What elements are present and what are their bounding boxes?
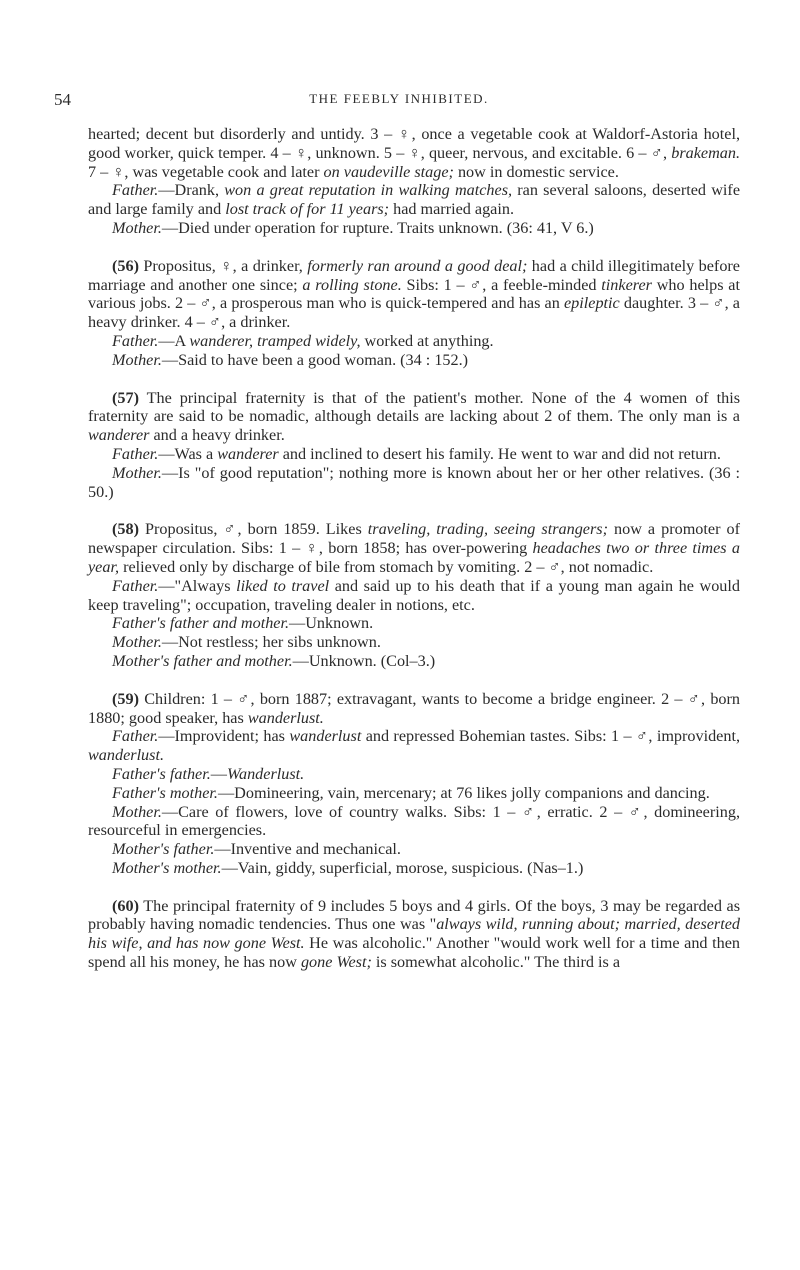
paragraph (88, 727, 740, 765)
text-run: —Drank, (158, 181, 225, 200)
paragraph (88, 125, 740, 181)
text-run: —Vain, giddy, superficial, morose, suspicious. (Nas–1.) (221, 858, 584, 877)
text-run: 7 – ♀, was vegetable cook and later (88, 162, 324, 181)
italic-text: gone West; (300, 953, 372, 972)
case-entry-paragraph (88, 690, 740, 728)
text-run: relieved only by discharge of bile from stomach by vomiting. 2 – ♂, not nomadic. (119, 557, 654, 576)
italic-text: Father. (112, 576, 159, 595)
paragraph (88, 652, 740, 671)
italic-text: wanderer (217, 444, 279, 463)
text-run: The principal fraternity is that of the patient's mother. None of the 4 women of this fraternity are said to be nomadic, although details are lacking about 2 of them. The only man is a (88, 388, 740, 426)
italic-text: wanderlust (289, 727, 362, 746)
paragraph (88, 765, 740, 784)
text-run: and repressed Bohemian tastes. Sibs: 1 – ♂, improvident, (361, 727, 740, 746)
case-number: (57) (112, 388, 139, 407)
page-number: 54 (54, 90, 71, 109)
italic-text: Mother's father. (112, 840, 215, 859)
text-run: —Is "of good reputation"; nothing more is known about her or her other relatives. (36 : 50.) (88, 463, 740, 501)
italic-text: Father. (112, 727, 159, 746)
italic-text: wanderer, tramped widely, (189, 331, 361, 350)
text-run: —Improvident; has (158, 727, 290, 746)
italic-text: Mother. (112, 218, 162, 237)
text-run: had a child illegitimately before marriage and another one since; (88, 256, 740, 294)
case-entry-paragraph (88, 389, 740, 445)
paragraph (88, 219, 740, 238)
paragraph (88, 614, 740, 633)
text-run: who helps at various jobs. 2 – ♂, a prosperous man who is quick-tempered and has an (88, 275, 740, 313)
italic-text: always wild, running about; married, deserted his wife, and has now gone West. (88, 915, 740, 953)
text-run: and a heavy drinker. (149, 426, 285, 445)
case-entry-paragraph (88, 257, 740, 332)
running-title: THE FEEBLY INHIBITED. (309, 91, 489, 106)
paragraph (88, 332, 740, 351)
italic-text: a rolling stone. (302, 275, 402, 294)
italic-text: Father's father. (112, 764, 211, 783)
italic-text: liked to travel (236, 576, 330, 595)
text-run: —Died under operation for rupture. Traits unknown. (36: 41, V 6.) (161, 218, 594, 237)
text-run: now in domestic service. (453, 162, 619, 181)
paragraph (88, 859, 740, 878)
text-run: Propositus, ♀, a drinker, (138, 256, 308, 275)
text-run: —Not restless; her sibs unknown. (161, 633, 381, 652)
text-run: had married again. (389, 200, 515, 219)
italic-text: Father. (112, 444, 159, 463)
text-run: —Said to have been a good woman. (34 : 152.) (161, 350, 469, 369)
text-run: —"Always (158, 576, 237, 595)
italic-text: Father. (112, 181, 159, 200)
italic-text: Mother. (112, 463, 162, 482)
italic-text: epileptic (563, 294, 620, 313)
text-run: —A (158, 331, 190, 350)
paragraph (88, 181, 740, 219)
text-run: Sibs: 1 – ♂, a feeble-minded (401, 275, 602, 294)
case-entry-paragraph (88, 897, 740, 972)
text-run: —Unknown. (Col–3.) (292, 651, 436, 670)
text-run: ran several saloons, deserted wife and large family and (88, 181, 740, 219)
italic-text: traveling, trading, seeing strangers; (367, 520, 608, 539)
italic-text: Father. (112, 331, 159, 350)
case-number: (59) (112, 689, 139, 708)
italic-text: Mother. (112, 350, 162, 369)
text-run: worked at anything. (360, 331, 494, 350)
text-run: hearted; decent but disorderly and untidy. 3 – ♀, once a vegetable cook at Waldorf-Astoria hotel, good worker, quick temper. 4 – ♀, unknown. 5 – ♀, queer, nervous, and excitable. 6 – ♂, (88, 125, 740, 162)
italic-text: wanderlust. (88, 746, 164, 765)
text-run: Propositus, ♂, born 1859. Likes (138, 520, 368, 539)
text-run: and said up to his death that if a young man again he would keep traveling"; occupation, traveling dealer in notions, etc. (88, 576, 740, 614)
case-number: (60) (112, 896, 139, 915)
italic-text: formerly ran around a good deal; (307, 256, 528, 275)
italic-text: Wanderlust. (226, 764, 305, 783)
italic-text: Mother's father and mother. (112, 651, 293, 670)
italic-text: headaches two or three times a year, (88, 539, 740, 576)
text-run: —Unknown. (289, 614, 374, 633)
text-run: —Care of flowers, love of country walks. Sibs: 1 – ♂, erratic. 2 – ♂, domineering, resourceful in emergencies. (88, 802, 740, 840)
text-run: now a promoter of newspaper circulation. Sibs: 1 – ♀, born 1858; has over-powering (88, 520, 740, 558)
text-run: He was alcoholic." Another "would work well for a time and then spend all his money, he has now (88, 934, 740, 972)
text-run: Children: 1 – ♂, born 1887; extravagant, wants to become a bridge engineer. 2 – ♂, born 1880; good speaker, has (88, 689, 740, 727)
text-run: The principal fraternity of 9 includes 5 boys and 4 girls. Of the boys, 3 may be regarded as probably having nomadic tendencies. Thus one was " (88, 896, 740, 934)
text-run: —Was a (158, 444, 218, 463)
italic-text: lost track of for 11 years; (225, 200, 390, 219)
text-run: —Inventive and mechanical. (214, 840, 401, 859)
page-header (54, 90, 744, 114)
case-number: (58) (112, 520, 139, 539)
italic-text: won a great reputation in walking matches, (224, 181, 513, 200)
paragraph (88, 840, 740, 859)
case-entry-paragraph (88, 520, 740, 576)
italic-text: tinkerer (601, 275, 652, 294)
italic-text: brakeman. (671, 143, 740, 162)
case-number: (56) (112, 256, 139, 275)
italic-text: Father's father and mother. (112, 614, 290, 633)
text-run: daughter. 3 – ♂, a heavy drinker. 4 – ♂, a drinker. (88, 294, 740, 332)
text-run: is somewhat alcoholic." The third is a (371, 953, 621, 972)
paragraph (88, 351, 740, 370)
italic-text: Mother. (112, 633, 162, 652)
italic-text: Father's mother. (112, 783, 218, 802)
paragraph (88, 577, 740, 615)
italic-text: wanderer (88, 426, 150, 445)
paragraph (88, 633, 740, 652)
text-run: —Domineering, vain, mercenary; at 76 likes jolly companions and dancing. (217, 783, 710, 802)
italic-text: Mother's mother. (112, 858, 222, 877)
paragraph (88, 803, 740, 841)
text-run: — (210, 764, 227, 783)
italic-text: wanderlust. (247, 708, 324, 727)
text-run: and inclined to desert his family. He went to war and did not return. (278, 444, 721, 463)
page-body (88, 125, 740, 972)
paragraph (88, 784, 740, 803)
paragraph (88, 464, 740, 502)
paragraph (88, 445, 740, 464)
italic-text: Mother. (112, 802, 162, 821)
italic-text: on vaudeville stage; (323, 162, 454, 181)
